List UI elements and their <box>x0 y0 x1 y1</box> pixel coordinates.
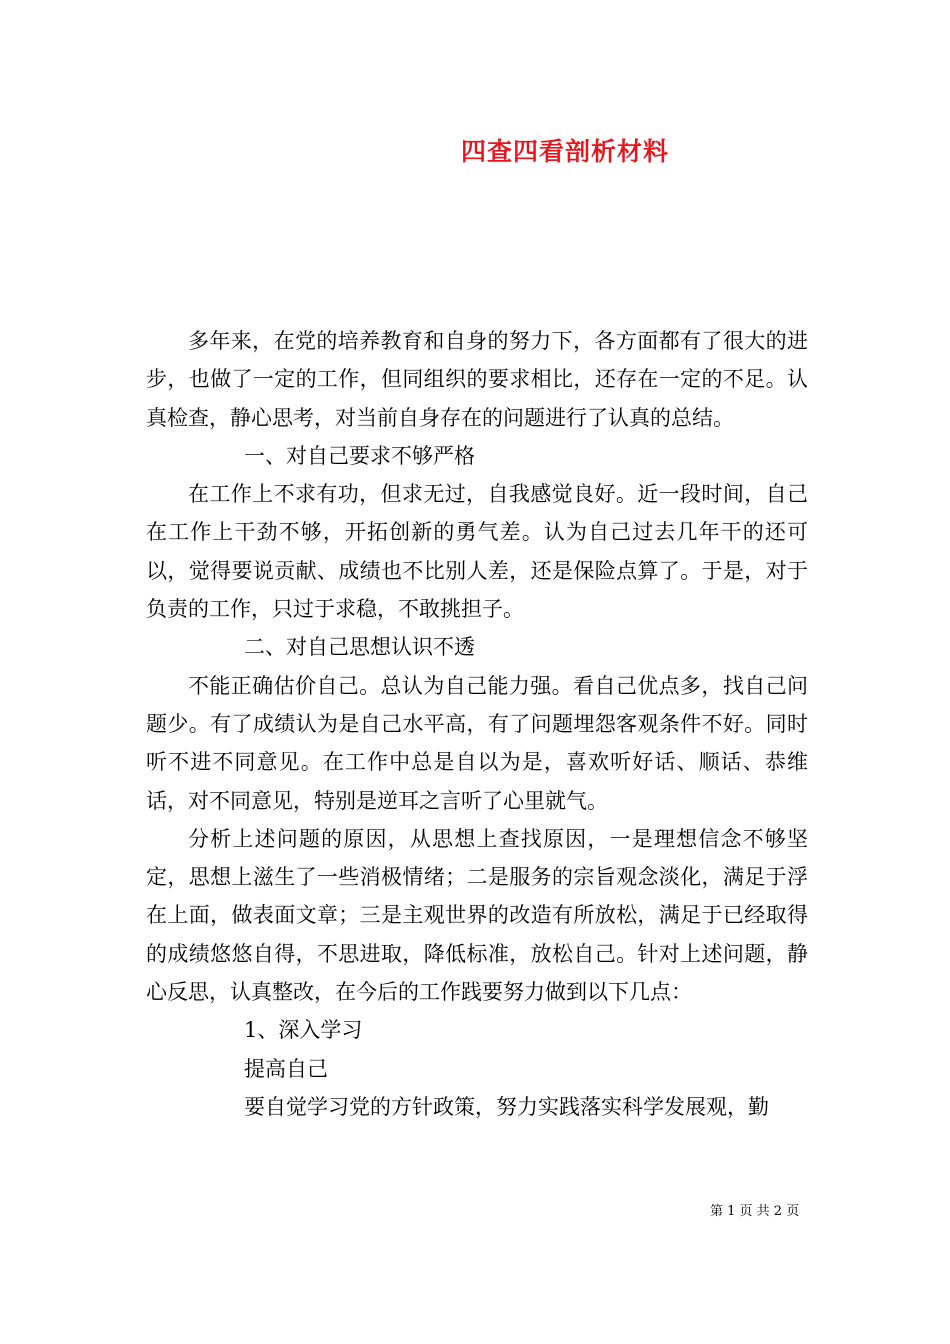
paragraph-study: 要自觉学习党的方针政策，努力实践落实科学发展观，勤 <box>244 1094 769 1119</box>
paragraph-intro: 多年来，在党的培养教育和自身的努力下，各方面都有了很大的进步，也做了一定的工作，但同组织的要求相比，还存在一定的不足。认真检查，静心思考，对当前自身存在的问题进行了认真的总结。 <box>146 329 808 430</box>
section-heading-1: 一、对自己要求不够严格 <box>244 443 475 468</box>
list-item-1-heading: 1、深入学习 <box>244 1018 363 1043</box>
paragraph-section-2: 不能正确估价自己。总认为自己能力强。看自己优点多，找自己问题少。有了成绩认为是自己水平高，有了问题埋怨客观条件不好。同时听不进不同意见。在工作中总是自以为是，喜欢听好话、顺话、恭维话，对不同意见，特别是逆耳之言听了心里就气。 <box>146 673 808 813</box>
document-body <box>146 322 808 1126</box>
paragraph-analysis: 分析上述问题的原因，从思想上查找原因，一是理想信念不够坚定，思想上滋生了一些消极情绪；二是服务的宗旨观念淡化，满足于浮在上面，做表面文章；三是主观世界的改造有所放松，满足于已经取得的成绩悠悠自得，不思进取，降低标准，放松自己。针对上述问题，静心反思，认真整改，在今后的工作践要努力做到以下几点： <box>146 826 808 1005</box>
list-item-1-subheading: 提高自己 <box>244 1056 328 1081</box>
paragraph-section-1: 在工作上不求有功，但求无过，自我感觉良好。近一段时间，自己在工作上干劲不够，开拓创新的勇气差。认为自己过去几年干的还可以，觉得要说贡献、成绩也不比别人差，还是保险点算了。于是，对于负责的工作，只过于求稳，不敢挑担子。 <box>146 482 808 622</box>
section-heading-2: 二、对自己思想认识不透 <box>244 635 475 660</box>
document-title: 四查四看剖析材料 <box>460 137 669 166</box>
page-number: 第 1 页 共 2 页 <box>710 1204 800 1219</box>
